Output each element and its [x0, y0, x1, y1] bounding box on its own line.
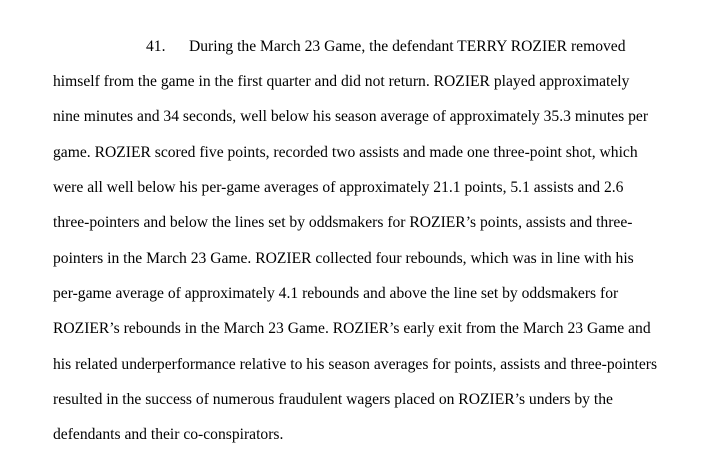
paragraph-line-3: nine minutes and 34 seconds, well below his season average of approximately 35.3 minutes per [53, 108, 649, 125]
paragraph-number: 41. [146, 38, 166, 55]
paragraph-line-5: were all well below his per-game averages of approximately 21.1 points, 5.1 assists and 2.6 [53, 179, 624, 196]
paragraph-line-2: himself from the game in the first quarter and did not return. ROZIER played approximately [53, 73, 630, 90]
paragraph-line-6: three-pointers and below the lines set by oddsmakers for ROZIER’s points, assists and three- [53, 214, 633, 231]
paragraph-line-8: per-game average of approximately 4.1 rebounds and above the line set by oddsmakers for [53, 285, 619, 302]
paragraph-line-11: resulted in the success of numerous fraudulent wagers placed on ROZIER’s unders by the [53, 391, 613, 408]
paragraph-line-10: his related underperformance relative to his season averages for points, assists and three-pointers [53, 356, 658, 373]
paragraph-line-4: game. ROZIER scored five points, recorded two assists and made one three-point shot, which [53, 144, 638, 161]
paragraph-line-12: defendants and their co-conspirators. [53, 426, 284, 443]
paragraph-line-9: ROZIER’s rebounds in the March 23 Game. ROZIER’s early exit from the March 23 Game and [53, 320, 651, 337]
paragraph-first-line [146, 38, 626, 56]
paragraph-line-7: pointers in the March 23 Game. ROZIER collected four rebounds, which was in line with his [53, 250, 634, 267]
paragraph-line-1: During the March 23 Game, the defendant TERRY ROZIER removed [189, 38, 626, 55]
